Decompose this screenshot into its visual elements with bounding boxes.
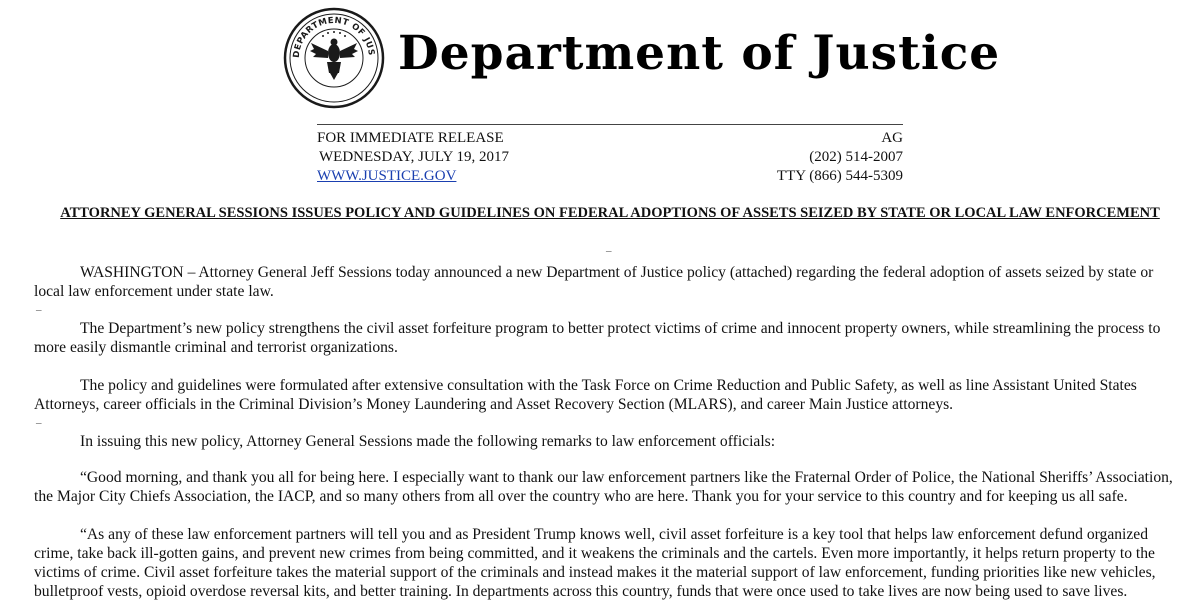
body-paragraph: In issuing this new policy, Attorney General Sessions made the following remarks to law enforcement officials: bbox=[80, 433, 776, 450]
stray-mark: _ bbox=[606, 241, 612, 253]
release-office: AG bbox=[881, 130, 903, 146]
release-status: FOR IMMEDIATE RELEASE bbox=[317, 130, 504, 146]
release-phone: (202) 514-2007 bbox=[809, 149, 903, 165]
body-paragraph: “As any of these law enforcement partners will tell you and as President Trump knows well, civil asset forfeiture is a key tool that helps law enforcement defund organized crime, take back ill-gotten gains, and prevent new crimes from being committed, and it weakens the criminals and the cartels. Even more importantly, it helps return property to the victims of crime. Civil asset forfeiture takes the material support of the criminals and instead makes it the material support of law enforcement, funding priorities like new vehicles, bulletproof vests, opioid overdose reversal kits, and better training. In departments across this country, funds that were once used to take lives are now being used to save lives. bbox=[34, 526, 1156, 600]
release-date: WEDNESDAY, JULY 19, 2017 bbox=[319, 149, 510, 165]
doj-seal-logo bbox=[283, 7, 385, 109]
body-paragraph: “Good morning, and thank you all for being here. I especially want to thank our law enforcement partners like the Fraternal Order of Police, the National Sheriffs’ Association, the Major City Chiefs Association, the IACP, and so many others from all over the country who are here. Thank you for your service to this country and for keeping us all safe. bbox=[34, 469, 1173, 505]
body-paragraph: The policy and guidelines were formulated after extensive consultation with the Task Force on Crime Reduction and Public Safety, as well as line Assistant United States Attorneys, career officials in the Criminal Division’s Money Laundering and Asset Recovery Section (MLARS), and career Main Justice attorneys. bbox=[34, 377, 1137, 413]
masthead-title: Department of Justice bbox=[398, 26, 1001, 81]
header-divider bbox=[317, 124, 903, 125]
press-release-headline: ATTORNEY GENERAL SESSIONS ISSUES POLICY AND GUIDELINES ON FEDERAL ADOPTIONS OF ASSETS SEIZED BY STATE OR LOCAL LAW ENFORCEMENT bbox=[60, 205, 1160, 221]
website-link[interactable]: WWW.JUSTICE.GOV bbox=[317, 168, 457, 184]
body-paragraph: WASHINGTON – Attorney General Jeff Sessions today announced a new Department of Justice policy (attached) regarding the federal adoption of assets seized by state or local law enforcement under state law. bbox=[34, 264, 1154, 300]
svg-text:DEPARTMENT OF JUSTICE: DEPARTMENT OF JUS bbox=[291, 15, 377, 59]
stray-mark: _ bbox=[36, 413, 42, 425]
release-tty: TTY (866) 544-5309 bbox=[776, 168, 903, 184]
stray-mark: _ bbox=[36, 300, 42, 312]
body-paragraph: The Department’s new policy strengthens the civil asset forfeiture program to better protect victims of crime and innocent property owners, while streamlining the process to more easily dismantle criminal and terrorist organizations. bbox=[34, 320, 1161, 356]
